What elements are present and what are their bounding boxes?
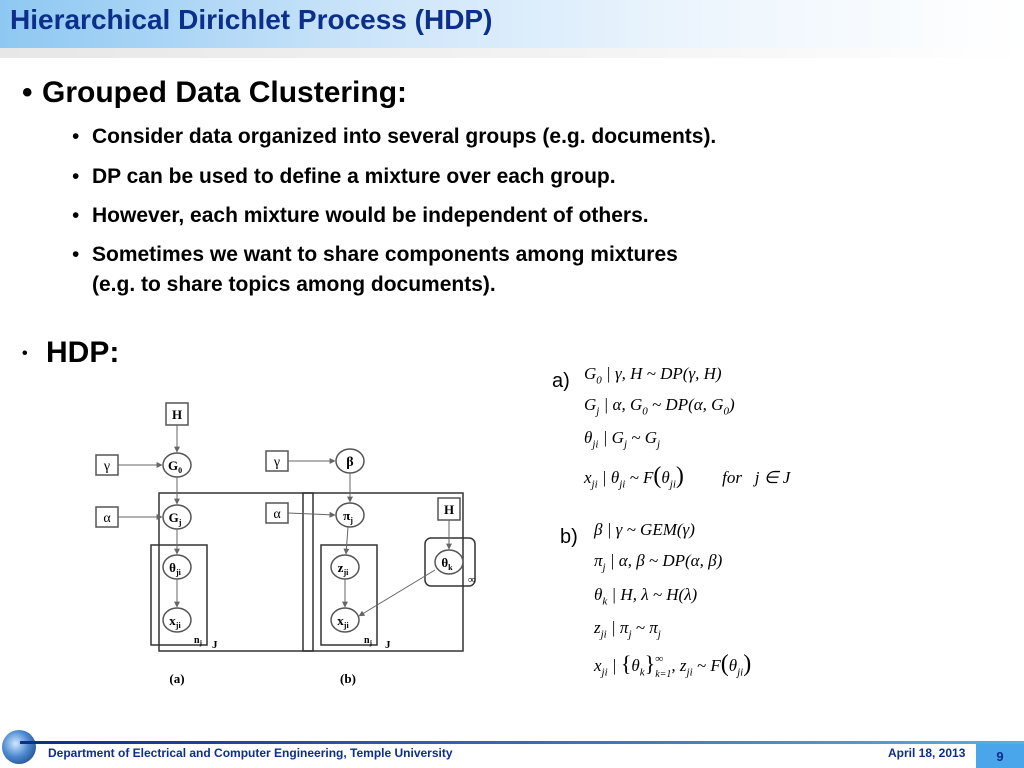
node-Gj-a-label: $G_j$ <box>168 510 182 527</box>
node-alpha-a-label: α <box>103 511 111 526</box>
plate-J-a-label: J <box>212 639 218 651</box>
node-H-b-label: H <box>443 502 455 517</box>
subbullet-4-continuation: (e.g. to share topics among documents). <box>92 273 496 296</box>
node-beta-b-label: β <box>346 455 354 470</box>
node-H-a-label: H <box>171 407 183 422</box>
footer-date: April 18, 2013 <box>888 746 966 760</box>
node-G0-a-label: $G_0$ <box>167 458 183 475</box>
equation-b-1: β | γ ~ GEM(γ) <box>594 520 695 539</box>
subbullet-3-text: However, each mixture would be independent of others. <box>92 204 649 227</box>
equation-a-3: $\theta_{ji}$ | $G_j$ ~ $G_j$ <box>584 428 661 451</box>
equation-label-a: a) <box>552 370 570 392</box>
caption-a: (a) <box>169 671 185 686</box>
node-pi-b-label: $\pi_j$ <box>343 508 353 525</box>
equation-b-2: $\pi_j$ | α, β ~ DP(α, β) <box>594 551 723 574</box>
node-x-a-label: $x_{ji}$ <box>169 613 181 630</box>
equation-label-b: b) <box>560 526 578 548</box>
globe-logo-icon <box>2 730 36 764</box>
node-alpha-b-label: α <box>273 507 281 522</box>
equation-b-5: $x_{ji}$ | $\{\theta_k\}^\infty$ k=1, $z_{ji}$ ~ $F(\theta_{ji})$ <box>594 651 752 680</box>
model-a <box>96 403 313 686</box>
graphical-model-diagram <box>80 395 500 695</box>
equation-b-3: $\theta_k$ | H, λ ~ H(λ) <box>594 585 698 608</box>
subbullet-1-text: Consider data organized into several groups (e.g. documents). <box>92 125 717 148</box>
subbullet-1: • Consider data organized into several groups (e.g. documents). <box>72 125 717 148</box>
plate-n-b-label: $n_j$ <box>364 635 372 647</box>
plate-J-b-label: J <box>385 639 391 651</box>
bullet-hdp-text: HDP: <box>46 336 120 369</box>
equation-a-4: $x_{ji}$ | $\theta_{ji}$ ~ $F(\theta_{ji})$ for j ∈ J <box>584 463 791 491</box>
subbullet-4: • Sometimes we want to share components among mixtures (e.g. to share topics among documents). <box>72 240 872 300</box>
node-gamma-a-label: γ <box>103 459 111 474</box>
caption-b: (b) <box>340 671 356 686</box>
subbullet-2-text: DP can be used to define a mixture over each group. <box>92 165 616 188</box>
node-z-b-label: $z_{ji}$ <box>337 560 349 577</box>
title-swoosh <box>0 48 1024 58</box>
node-x-b-label: $x_{ji}$ <box>337 613 349 630</box>
subbullet-3: • However, each mixture would be independent of others. <box>72 204 649 227</box>
bullet-hdp: • HDP: <box>22 336 120 369</box>
bullet-grouped-data-text: Grouped Data Clustering: <box>42 76 408 109</box>
equation-b-4: $z_{ji}$ | $\pi_j$ ~ $\pi_j$ <box>594 618 661 641</box>
footer-department: Department of Electrical and Computer Engineering, Temple University <box>48 746 453 760</box>
page-number-text: 9 <box>996 748 1004 764</box>
plate-k-b-infinity: ∞ <box>468 574 476 586</box>
equation-a-1: $G_0$ | γ, H ~ DP(γ, H) <box>584 364 722 387</box>
node-theta-a-label: $\theta_{ji}$ <box>169 560 181 577</box>
equation-a-2: $G_j$ | α, $G_0$ ~ DP(α, $G_0$) <box>584 395 735 418</box>
bullet-grouped-data: • Grouped Data Clustering: <box>22 76 408 109</box>
plate-n-a-label: $n_j$ <box>194 635 202 647</box>
node-theta-b-label: $\theta_k$ <box>441 555 453 572</box>
subbullet-2: • DP can be used to define a mixture over each group. <box>72 165 616 188</box>
footer-divider <box>20 741 1024 744</box>
slide-title: Hierarchical Dirichlet Process (HDP) <box>10 4 493 35</box>
subbullet-4-text: Sometimes we want to share components among mixtures <box>92 243 678 266</box>
node-gamma-b-label: γ <box>273 455 281 470</box>
page-number <box>976 744 1024 768</box>
